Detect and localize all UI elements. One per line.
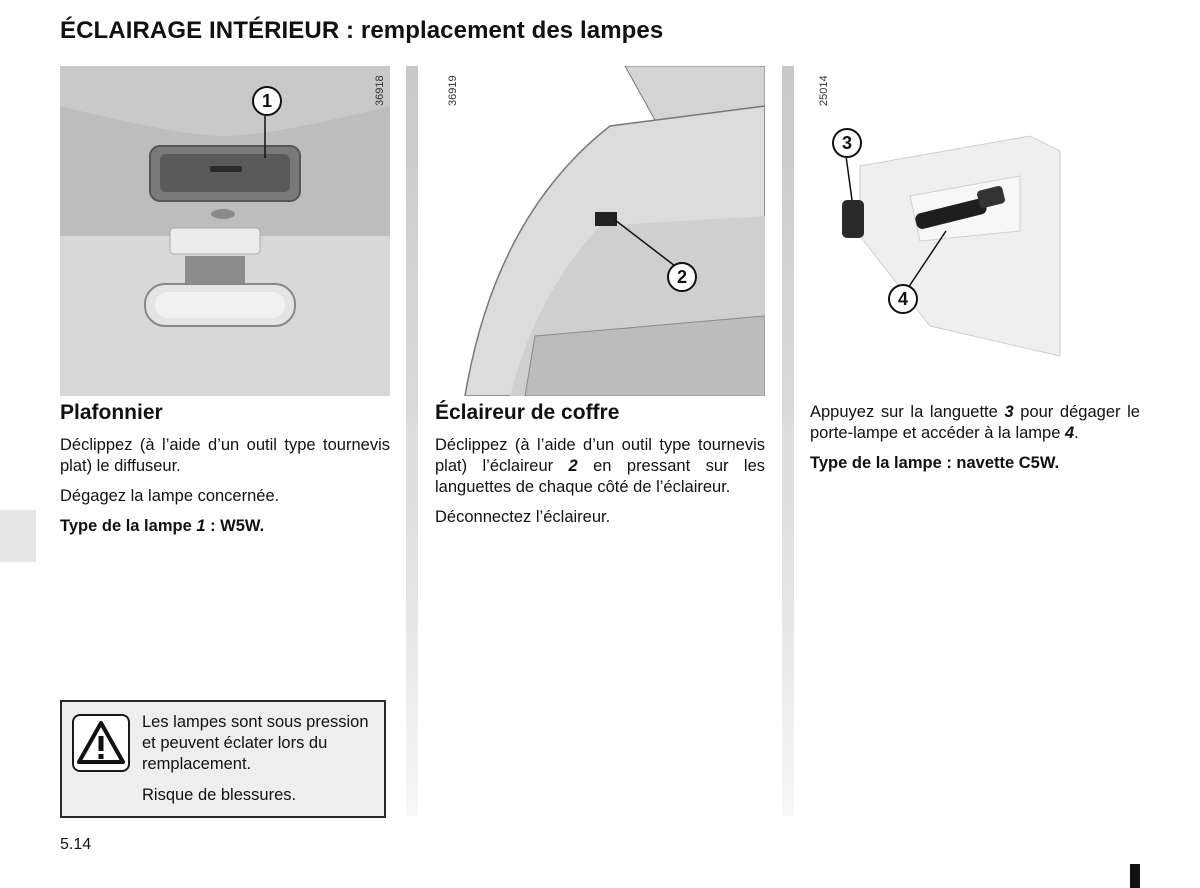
page-number: 5.14	[60, 836, 92, 853]
column-3-text	[810, 402, 1140, 474]
section-heading-plafonnier: Plafonnier	[60, 401, 163, 424]
warning-message: Les lampes sont sous pression et peuvent éclater lors du remplacement.	[142, 713, 369, 773]
column-separator	[406, 66, 418, 816]
lamp-type-label: Type de la lampe	[60, 517, 197, 535]
column-separator	[782, 66, 794, 816]
paragraph: Dégagez la lampe concernée.	[60, 487, 280, 505]
page-title: ÉCLAIRAGE INTÉRIEUR : remplacement des lampes	[60, 17, 664, 44]
edge-marker	[1130, 864, 1140, 888]
warning-box	[60, 700, 386, 818]
reference-number: 2	[568, 457, 578, 475]
reference-number: 4	[1064, 424, 1075, 442]
lamp-type-line	[60, 516, 390, 537]
warning-triangle-icon	[72, 714, 130, 772]
callout-1: 1	[252, 86, 282, 116]
figure-ceiling-light	[60, 66, 390, 396]
figure-code: 25014	[818, 75, 830, 106]
paragraph: Déconnectez l’éclaireur.	[435, 508, 611, 526]
reference-number: 3	[1004, 403, 1014, 421]
figure-code: 36918	[374, 75, 386, 106]
lamp-type-value: : W5W.	[205, 517, 265, 535]
text-run: en pressant sur les languettes de chaque côté de l’éclaireur.	[435, 457, 765, 496]
figure-c5w-lamp	[810, 66, 1140, 396]
paragraph: Déclippez (à l’aide d’un outil type tournevis plat) le diffuseur.	[60, 436, 390, 475]
callout-4: 4	[888, 284, 918, 314]
section-heading-eclaireur-coffre: Éclaireur de coffre	[435, 401, 620, 424]
warning-risk: Risque de blessures.	[142, 786, 297, 804]
trunk-illustration	[435, 66, 765, 396]
lamp-type-line: Type de la lampe : navette C5W.	[810, 454, 1060, 472]
lamp-holder-illustration	[810, 66, 1140, 396]
text-run: Appuyez sur la languette	[810, 403, 1005, 421]
figure-code: 36919	[447, 75, 459, 106]
column-2-text	[435, 435, 765, 528]
reference-number: 1	[196, 517, 206, 535]
ceiling-light-illustration	[60, 66, 390, 396]
warning-text	[142, 712, 380, 806]
paragraph	[810, 402, 1140, 444]
chapter-tab	[0, 510, 36, 562]
callout-2: 2	[667, 262, 697, 292]
callout-3: 3	[832, 128, 862, 158]
text-run: Déclippez (à l’aide d’un outil type tournevis plat) l’éclaireur	[435, 436, 765, 475]
text-run: pour dégager le porte-lampe et accéder à la lampe	[810, 403, 1140, 442]
column-1-text	[60, 435, 390, 537]
figure-trunk-light	[435, 66, 765, 396]
text-run: .	[1074, 424, 1079, 442]
paragraph	[435, 435, 765, 498]
